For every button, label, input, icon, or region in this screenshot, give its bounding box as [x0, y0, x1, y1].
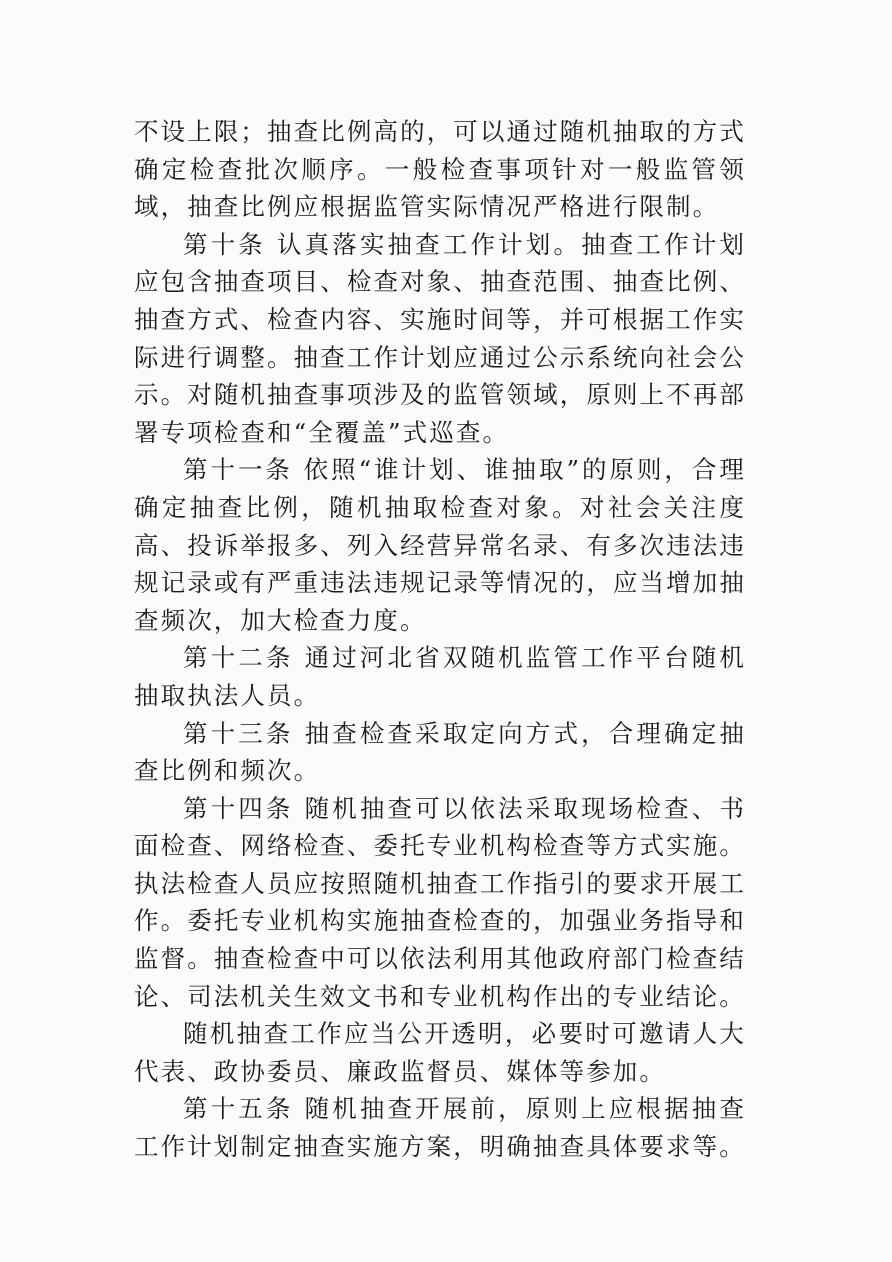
paragraph-transparency: 随机抽查工作应当公开透明，必要时可邀请人大代表、政协委员、廉政监督员、媒体等参加。 [134, 1019, 746, 1086]
paragraph-continued-limit: 不设上限；抽查比例高的，可以通过随机抽取的方式确定检查批次顺序。一般检查事项针对一般监管领域，抽查比例应根据监管实际情况严格进行限制。 [134, 117, 746, 222]
document-body [134, 113, 746, 1166]
paragraph-article-12: 第十二条 通过河北省双随机监管工作平台随机抽取执法人员。 [134, 643, 746, 710]
paragraph-article-11: 第十一条 依照“谁计划、谁抽取”的原则，合理确定抽查比例，随机抽取检查对象。对社会关注度高、投诉举报多、列入经营异常名录、有多次违法违规记录或有严重违法违规记录等情况的，应当增加抽查频次，加大检查力度。 [134, 455, 746, 635]
paragraph-article-15: 第十五条 随机抽查开展前，原则上应根据抽查工作计划制定抽查实施方案，明确抽查具体要求等。 [134, 1094, 746, 1162]
paragraph-article-13: 第十三条 抽查检查采取定向方式，合理确定抽查比例和频次。 [134, 718, 746, 786]
paragraph-article-14: 第十四条 随机抽查可以依法采取现场检查、书面检查、网络检查、委托专业机构检查等方式实施。执法检查人员应按照随机抽查工作指引的要求开展工作。委托专业机构实施抽查检查的，加强业务指导和监督。抽查检查中可以依法利用其他政府部门检查结论、司法机关生效文书和专业机构作出的专业结论。 [134, 793, 746, 1011]
paragraph-article-10: 第十条 认真落实抽查工作计划。抽查工作计划应包含抽查项目、检查对象、抽查范围、抽查比例、抽查方式、检查内容、实施时间等，并可根据工作实际进行调整。抽查工作计划应通过公示系统向社会公示。对随机抽查事项涉及的监管领域，原则上不再部署专项检查和“全覆盖”式巡查。 [134, 229, 746, 447]
